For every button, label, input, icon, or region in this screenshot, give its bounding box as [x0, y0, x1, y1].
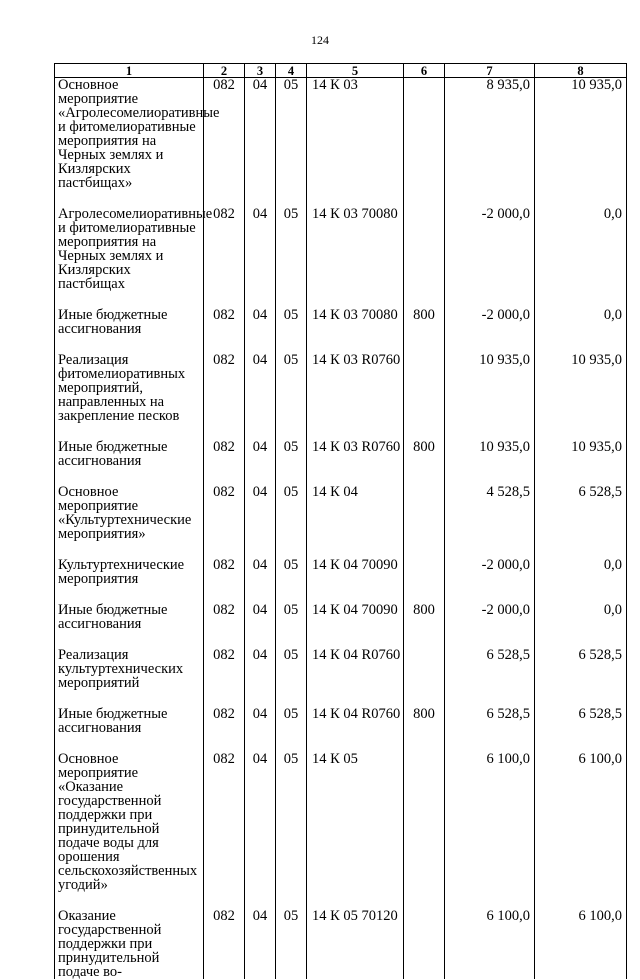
column-header: 3 [245, 64, 276, 78]
expense-type-cell [404, 78, 445, 208]
amount-change-cell: -2 000,0 [445, 603, 535, 648]
admin-code-cell: 082 [204, 648, 245, 707]
table-row [55, 603, 627, 648]
target-article-cell: 14 К 03 [307, 78, 404, 208]
admin-code-cell: 082 [204, 752, 245, 909]
subsection-cell: 05 [276, 308, 307, 353]
table-row [55, 308, 627, 353]
subsection-cell: 05 [276, 78, 307, 208]
expense-type-cell [404, 558, 445, 603]
target-article-cell: 14 К 04 [307, 485, 404, 558]
section-cell: 04 [245, 485, 276, 558]
subsection-cell: 05 [276, 207, 307, 308]
amount-change-cell: 6 100,0 [445, 752, 535, 909]
target-article-cell: 14 К 04 70090 [307, 603, 404, 648]
table-row [55, 207, 627, 308]
target-article-cell: 14 К 05 70120 [307, 909, 404, 979]
amount-total-cell: 6 528,5 [535, 485, 627, 558]
expense-type-cell [404, 909, 445, 979]
admin-code-cell: 082 [204, 909, 245, 979]
admin-code-cell: 082 [204, 707, 245, 752]
table-row [55, 353, 627, 440]
column-header: 6 [404, 64, 445, 78]
section-cell: 04 [245, 308, 276, 353]
amount-total-cell: 10 935,0 [535, 440, 627, 485]
table-body [55, 78, 627, 980]
row-name-cell: Основное мероприятие «Агролесомелиоративные и фитомелиоративные мероприятия на Черных землях и Кизлярских пастбищах» [55, 78, 204, 208]
subsection-cell: 05 [276, 440, 307, 485]
page-number: 124 [311, 33, 329, 47]
amount-change-cell: 6 100,0 [445, 909, 535, 979]
target-article-cell: 14 К 03 70080 [307, 308, 404, 353]
section-cell: 04 [245, 909, 276, 979]
admin-code-cell: 082 [204, 207, 245, 308]
table-header-row [55, 64, 627, 78]
target-article-cell: 14 К 04 70090 [307, 558, 404, 603]
row-name-cell: Иные бюджетные ассигнования [55, 603, 204, 648]
subsection-cell: 05 [276, 558, 307, 603]
target-article-cell: 14 К 04 R0760 [307, 648, 404, 707]
admin-code-cell: 082 [204, 308, 245, 353]
table-row [55, 648, 627, 707]
section-cell: 04 [245, 353, 276, 440]
row-name-cell: Агролесомелиоративные и фитомелиоративные мероприятия на Черных землях и Кизлярских пастбищах [55, 207, 204, 308]
amount-change-cell: 10 935,0 [445, 440, 535, 485]
amount-total-cell: 0,0 [535, 308, 627, 353]
table-row [55, 558, 627, 603]
subsection-cell: 05 [276, 909, 307, 979]
row-name-cell: Оказание государственной поддержки при принудительной подаче во- [55, 909, 204, 979]
amount-total-cell: 10 935,0 [535, 353, 627, 440]
amount-change-cell: 4 528,5 [445, 485, 535, 558]
admin-code-cell: 082 [204, 78, 245, 208]
expense-type-cell [404, 648, 445, 707]
target-article-cell: 14 К 03 R0760 [307, 440, 404, 485]
row-name-cell: Основное мероприятие «Оказание государственной поддержки при принудительной подаче воды для орошения сельскохозяйственных угодий» [55, 752, 204, 909]
target-article-cell: 14 К 03 70080 [307, 207, 404, 308]
admin-code-cell: 082 [204, 485, 245, 558]
amount-total-cell: 6 100,0 [535, 752, 627, 909]
amount-total-cell: 6 100,0 [535, 909, 627, 979]
column-header: 8 [535, 64, 627, 78]
row-name-cell: Иные бюджетные ассигнования [55, 707, 204, 752]
row-name-cell: Реализация фитомелиоративных мероприятий, направленных на закрепление песков [55, 353, 204, 440]
budget-table [54, 63, 627, 979]
expense-type-cell: 800 [404, 603, 445, 648]
admin-code-cell: 082 [204, 440, 245, 485]
section-cell: 04 [245, 707, 276, 752]
admin-code-cell: 082 [204, 603, 245, 648]
subsection-cell: 05 [276, 707, 307, 752]
amount-change-cell: 10 935,0 [445, 353, 535, 440]
amount-change-cell: 6 528,5 [445, 707, 535, 752]
amount-change-cell: 6 528,5 [445, 648, 535, 707]
section-cell: 04 [245, 603, 276, 648]
subsection-cell: 05 [276, 648, 307, 707]
column-header: 5 [307, 64, 404, 78]
table-row [55, 78, 627, 208]
expense-type-cell [404, 485, 445, 558]
amount-total-cell: 6 528,5 [535, 707, 627, 752]
expense-type-cell [404, 353, 445, 440]
target-article-cell: 14 К 04 R0760 [307, 707, 404, 752]
amount-total-cell: 6 528,5 [535, 648, 627, 707]
section-cell: 04 [245, 440, 276, 485]
row-name-cell: Иные бюджетные ассигнования [55, 440, 204, 485]
section-cell: 04 [245, 207, 276, 308]
amount-total-cell: 0,0 [535, 207, 627, 308]
table-row [55, 440, 627, 485]
amount-total-cell: 10 935,0 [535, 78, 627, 208]
target-article-cell: 14 К 03 R0760 [307, 353, 404, 440]
expense-type-cell: 800 [404, 440, 445, 485]
row-name-cell: Основное мероприятие «Культуртехнические мероприятия» [55, 485, 204, 558]
table-row [55, 752, 627, 909]
target-article-cell: 14 К 05 [307, 752, 404, 909]
column-header: 7 [445, 64, 535, 78]
table-row [55, 485, 627, 558]
section-cell: 04 [245, 648, 276, 707]
section-cell: 04 [245, 752, 276, 909]
subsection-cell: 05 [276, 752, 307, 909]
amount-change-cell: -2 000,0 [445, 308, 535, 353]
expense-type-cell [404, 207, 445, 308]
column-header: 4 [276, 64, 307, 78]
section-cell: 04 [245, 558, 276, 603]
expense-type-cell: 800 [404, 707, 445, 752]
amount-total-cell: 0,0 [535, 558, 627, 603]
amount-total-cell: 0,0 [535, 603, 627, 648]
row-name-cell: Культуртехнические мероприятия [55, 558, 204, 603]
subsection-cell: 05 [276, 485, 307, 558]
table-row [55, 909, 627, 979]
amount-change-cell: 8 935,0 [445, 78, 535, 208]
column-header: 1 [55, 64, 204, 78]
admin-code-cell: 082 [204, 353, 245, 440]
subsection-cell: 05 [276, 353, 307, 440]
row-name-cell: Иные бюджетные ассигнования [55, 308, 204, 353]
subsection-cell: 05 [276, 603, 307, 648]
section-cell: 04 [245, 78, 276, 208]
expense-type-cell [404, 752, 445, 909]
table-row [55, 707, 627, 752]
expense-type-cell: 800 [404, 308, 445, 353]
row-name-cell: Реализация культуртехнических мероприятий [55, 648, 204, 707]
admin-code-cell: 082 [204, 558, 245, 603]
amount-change-cell: -2 000,0 [445, 558, 535, 603]
amount-change-cell: -2 000,0 [445, 207, 535, 308]
column-header: 2 [204, 64, 245, 78]
